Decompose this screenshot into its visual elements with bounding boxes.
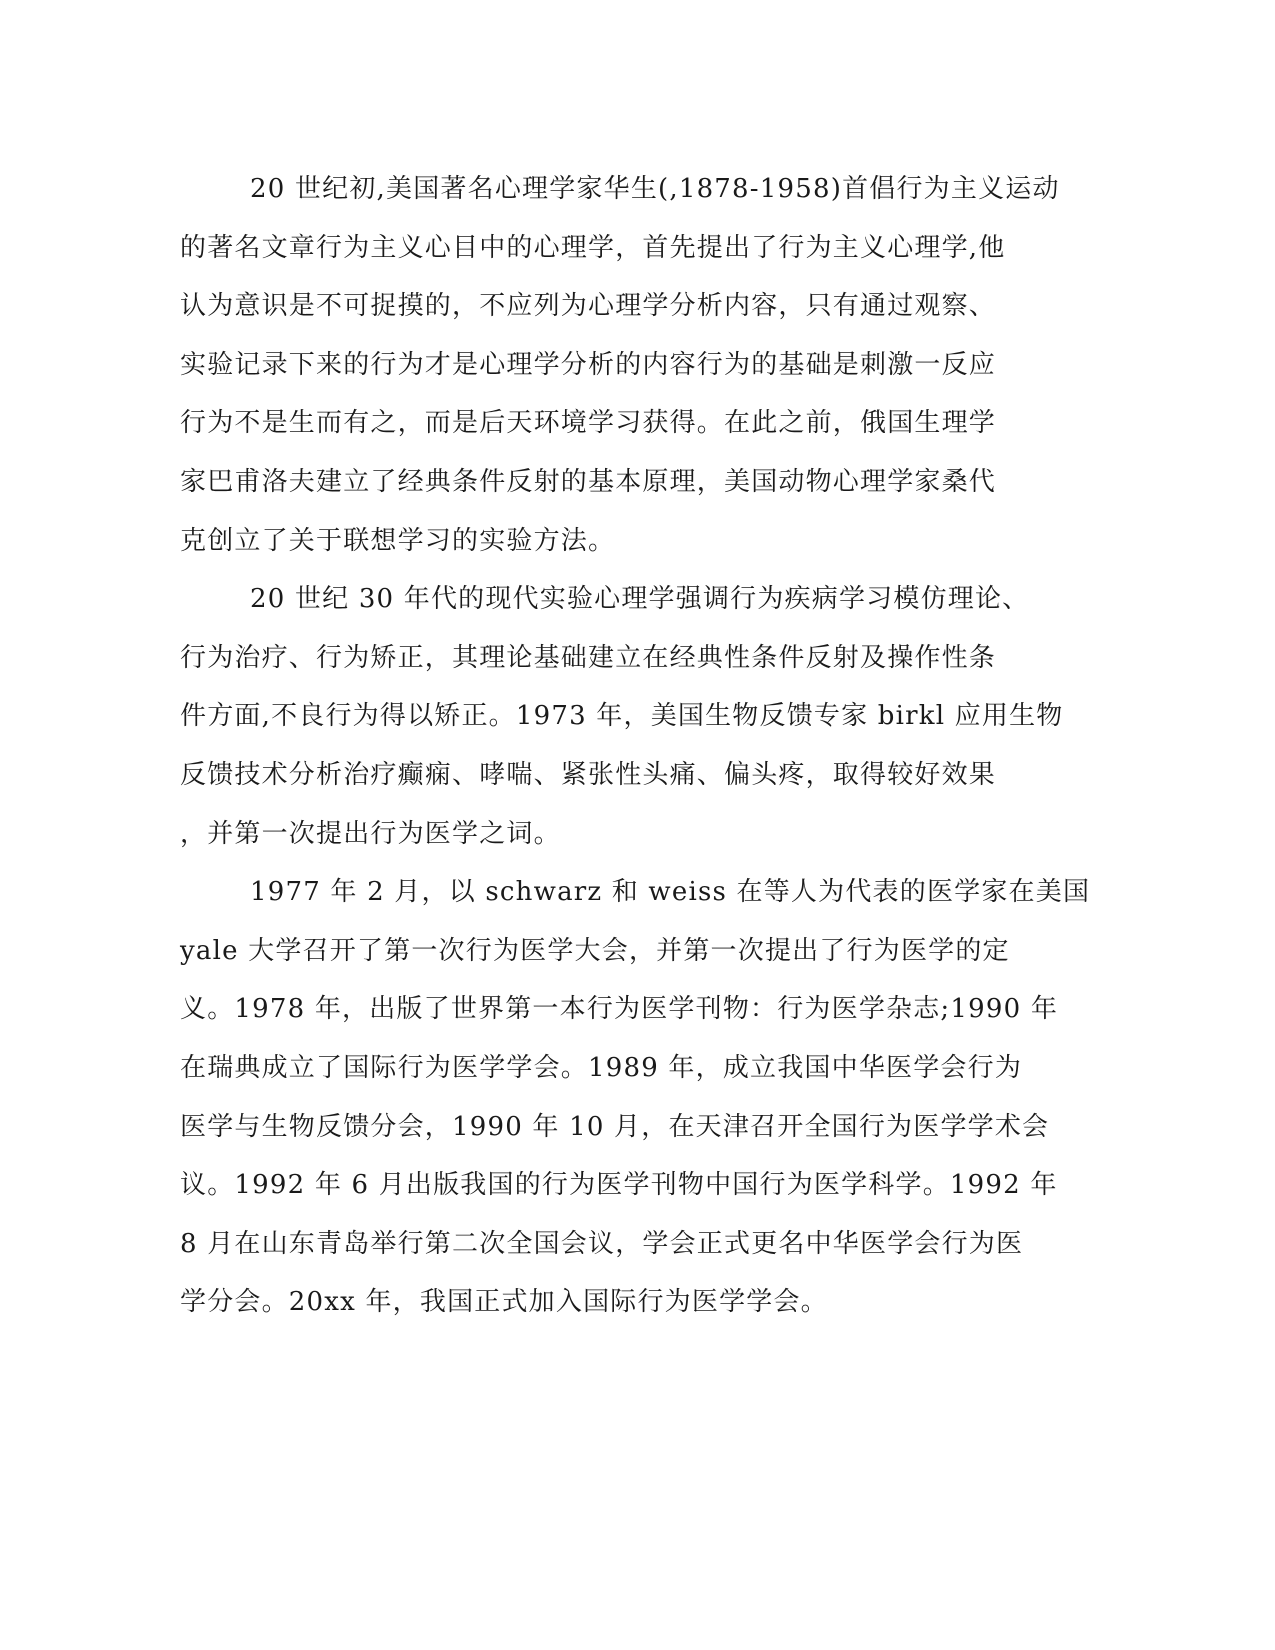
paragraph-1 bbox=[180, 160, 1060, 570]
text-line: 议。1992 年 6 月出版我国的行为医学刊物中国行为医学科学。1992 年 bbox=[180, 1170, 1058, 1201]
text-line: 医学与生物反馈分会，1990 年 10 月，在天津召开全国行为医学学术会 bbox=[180, 1111, 1050, 1142]
text-line: 克创立了关于联想学习的实验方法。 bbox=[180, 525, 616, 556]
paragraph-3 bbox=[180, 863, 1091, 1332]
text-line: 在瑞典成立了国际行为医学学会。1989 年，成立我国中华医学会行为 bbox=[180, 1052, 1023, 1083]
text-line: ，并第一次提出行为医学之词。 bbox=[180, 818, 561, 849]
text-line: 20 世纪 30 年代的现代实验心理学强调行为疾病学习模仿理论、 bbox=[250, 584, 1030, 615]
text-line: 1977 年 2 月，以 schwarz 和 weiss 在等人为代表的医学家在美国 bbox=[250, 877, 1091, 908]
text-line: 家巴甫洛夫建立了经典条件反射的基本原理，美国动物心理学家桑代 bbox=[180, 466, 997, 497]
text-line: 8 月在山东青岛举行第二次全国会议，学会正式更名中华医学会行为医 bbox=[180, 1228, 1024, 1259]
text-line: 20 世纪初,美国著名心理学家华生(,1878-1958)首倡行为主义运动 bbox=[250, 174, 1060, 204]
body-text bbox=[180, 160, 1091, 1332]
text-line: 实验记录下来的行为才是心理学分析的内容行为的基础是刺激一反应 bbox=[180, 349, 997, 380]
text-line: 义。1978 年，出版了世界第一本行为医学刊物：行为医学杂志;1990 年 bbox=[180, 994, 1059, 1025]
text-line: 认为意识是不可捉摸的，不应列为心理学分析内容，只有通过观察、 bbox=[180, 291, 997, 322]
text-line: 件方面,不良行为得以矫正。1973 年，美国生物反馈专家 birkl 应用生物 bbox=[180, 701, 1064, 732]
text-line: 的著名文章行为主义心目中的心理学，首先提出了行为主义心理学,他 bbox=[180, 232, 1006, 263]
text-line: 反馈技术分析治疗癫痫、哮喘、紧张性头痛、偏头疼，取得较好效果 bbox=[180, 759, 997, 790]
text-line: 行为不是生而有之，而是后天环境学习获得。在此之前，俄国生理学 bbox=[180, 408, 997, 439]
text-line: 行为治疗、行为矫正，其理论基础建立在经典性条件反射及操作性条 bbox=[180, 642, 997, 673]
text-line: yale 大学召开了第一次行为医学大会，并第一次提出了行为医学的定 bbox=[180, 935, 1010, 966]
paragraph-2 bbox=[180, 570, 1064, 863]
text-line: 学分会。20xx 年，我国正式加入国际行为医学学会。 bbox=[180, 1287, 828, 1318]
